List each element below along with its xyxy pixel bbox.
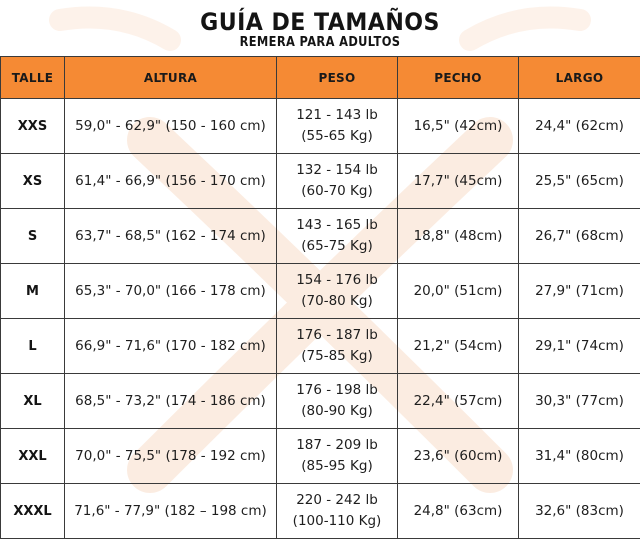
- chest-cell: 16,5" (42cm): [398, 99, 519, 154]
- weight-lb: 154 - 176 lb: [296, 272, 378, 288]
- table-row: [1, 484, 640, 539]
- table-row: [1, 154, 640, 209]
- weight-cell: [277, 209, 398, 264]
- weight-lb: 187 - 209 lb: [296, 437, 378, 453]
- weight-cell: [277, 99, 398, 154]
- weight-lb: 176 - 187 lb: [296, 327, 378, 343]
- weight-lb: 176 - 198 lb: [296, 382, 378, 398]
- table-row: [1, 429, 640, 484]
- weight-kg: (75-85 Kg): [301, 348, 373, 364]
- weight-cell: [277, 484, 398, 539]
- length-cell: 29,1" (74cm): [519, 319, 640, 374]
- table-row: [1, 374, 640, 429]
- weight-lb: 132 - 154 lb: [296, 162, 378, 178]
- chest-cell: 23,6" (60cm): [398, 429, 519, 484]
- weight-lb: 121 - 143 lb: [296, 107, 378, 123]
- height-cell: 63,7" - 68,5" (162 - 174 cm): [65, 209, 277, 264]
- weight-kg: (60-70 Kg): [301, 183, 373, 199]
- weight-kg: (100-110 Kg): [292, 513, 382, 529]
- length-cell: 32,6" (83cm): [519, 484, 640, 539]
- column-header-pecho: PECHO: [398, 57, 519, 99]
- size-cell: M: [1, 264, 65, 319]
- chest-cell: 20,0" (51cm): [398, 264, 519, 319]
- weight-cell: [277, 429, 398, 484]
- table-row: [1, 319, 640, 374]
- chest-cell: 18,8" (48cm): [398, 209, 519, 264]
- size-cell: L: [1, 319, 65, 374]
- column-header-altura: ALTURA: [65, 57, 277, 99]
- size-cell: XXL: [1, 429, 65, 484]
- height-cell: 66,9" - 71,6" (170 - 182 cm): [65, 319, 277, 374]
- table-header-row: [1, 57, 640, 99]
- table-row: [1, 209, 640, 264]
- size-cell: XXXL: [1, 484, 65, 539]
- chest-cell: 22,4" (57cm): [398, 374, 519, 429]
- length-cell: 31,4" (80cm): [519, 429, 640, 484]
- size-cell: S: [1, 209, 65, 264]
- weight-kg: (70-80 Kg): [301, 293, 373, 309]
- weight-cell: [277, 319, 398, 374]
- table-row: [1, 99, 640, 154]
- weight-cell: [277, 154, 398, 209]
- weight-cell: [277, 374, 398, 429]
- weight-kg: (85-95 Kg): [301, 458, 373, 474]
- page-title: GUÍA DE TAMAÑOS: [200, 8, 440, 36]
- weight-cell: [277, 264, 398, 319]
- height-cell: 71,6" - 77,9" (182 – 198 cm): [65, 484, 277, 539]
- weight-kg: (80-90 Kg): [301, 403, 373, 419]
- length-cell: 25,5" (65cm): [519, 154, 640, 209]
- length-cell: 24,4" (62cm): [519, 99, 640, 154]
- weight-kg: (55-65 Kg): [301, 128, 373, 144]
- weight-kg: (65-75 Kg): [301, 238, 373, 254]
- column-header-talle: TALLE: [1, 57, 65, 99]
- length-cell: 27,9" (71cm): [519, 264, 640, 319]
- height-cell: 61,4" - 66,9" (156 - 170 cm): [65, 154, 277, 209]
- page-subtitle: REMERA PARA ADULTOS: [239, 35, 401, 50]
- height-cell: 68,5" - 73,2" (174 - 186 cm): [65, 374, 277, 429]
- chest-cell: 21,2" (54cm): [398, 319, 519, 374]
- length-cell: 30,3" (77cm): [519, 374, 640, 429]
- weight-lb: 220 - 242 lb: [296, 492, 378, 508]
- size-cell: XL: [1, 374, 65, 429]
- size-cell: XXS: [1, 99, 65, 154]
- length-cell: 26,7" (68cm): [519, 209, 640, 264]
- height-cell: 70,0" - 75,5" (178 - 192 cm): [65, 429, 277, 484]
- size-guide-table: [0, 56, 640, 539]
- column-header-peso: PESO: [277, 57, 398, 99]
- chest-cell: 17,7" (45cm): [398, 154, 519, 209]
- table-row: [1, 264, 640, 319]
- column-header-largo: LARGO: [519, 57, 640, 99]
- height-cell: 65,3" - 70,0" (166 - 178 cm): [65, 264, 277, 319]
- chest-cell: 24,8" (63cm): [398, 484, 519, 539]
- height-cell: 59,0" - 62,9" (150 - 160 cm): [65, 99, 277, 154]
- size-cell: XS: [1, 154, 65, 209]
- weight-lb: 143 - 165 lb: [296, 217, 378, 233]
